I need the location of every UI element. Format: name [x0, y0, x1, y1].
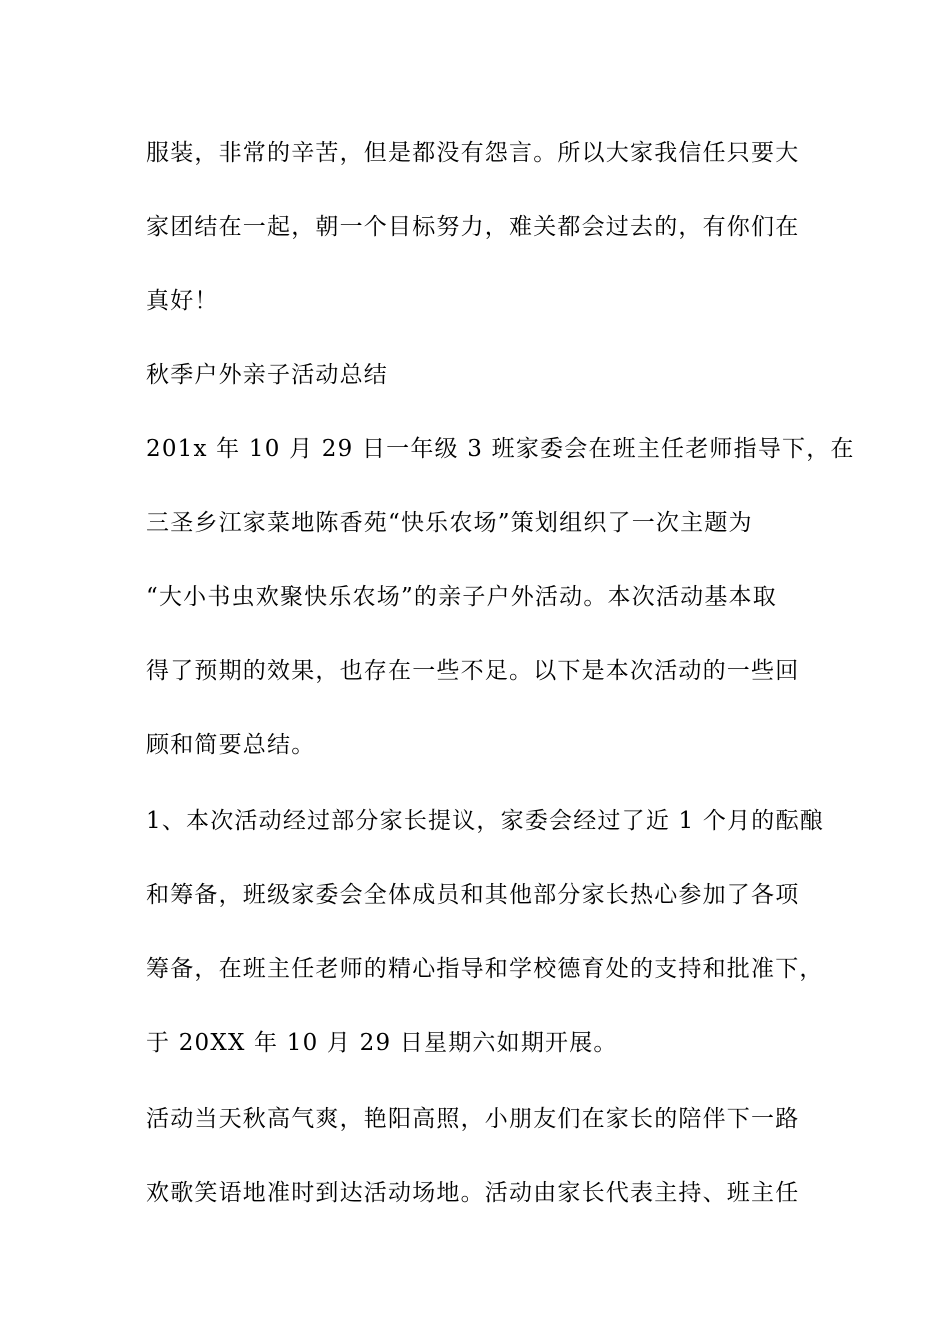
paragraph-line: “大小书虫欢聚快乐农场”的亲子户外活动。本次活动基本取: [146, 584, 777, 610]
paragraph-line: 活动当天秋高气爽，艳阳高照，小朋友们在家长的陪伴下一路: [146, 1106, 800, 1132]
paragraph-line: 于 20XX 年 10 月 29 日星期六如期开展。: [146, 1030, 618, 1056]
paragraph-line: 和筹备，班级家委会全体成员和其他部分家长热心参加了各项: [146, 882, 800, 908]
paragraph-line: 三圣乡江家菜地陈香苑“快乐农场”策划组织了一次主题为: [146, 510, 753, 536]
paragraph-line: 1、本次活动经过部分家长提议，家委会经过了近 1 个月的酝酿: [146, 808, 824, 834]
paragraph-line: 筹备，在班主任老师的精心指导和学校德育处的支持和批准下，: [146, 956, 824, 982]
paragraph-line: 得了预期的效果，也存在一些不足。以下是本次活动的一些回: [146, 658, 800, 684]
paragraph-line: 家团结在一起，朝一个目标努力，难关都会过去的，有你们在: [146, 214, 800, 240]
paragraph-line: 欢歌笑语地准时到达活动场地。活动由家长代表主持、班主任: [146, 1180, 800, 1206]
section-heading: 秋季户外亲子活动总结: [146, 362, 388, 388]
paragraph-line: 服装，非常的辛苦，但是都没有怨言。所以大家我信任只要大: [146, 140, 800, 166]
paragraph-line: 顾和简要总结。: [146, 732, 316, 758]
paragraph-line: 真好！: [146, 288, 219, 314]
paragraph-line: 201x 年 10 月 29 日一年级 3 班家委会在班主任老师指导下，在: [146, 436, 855, 462]
